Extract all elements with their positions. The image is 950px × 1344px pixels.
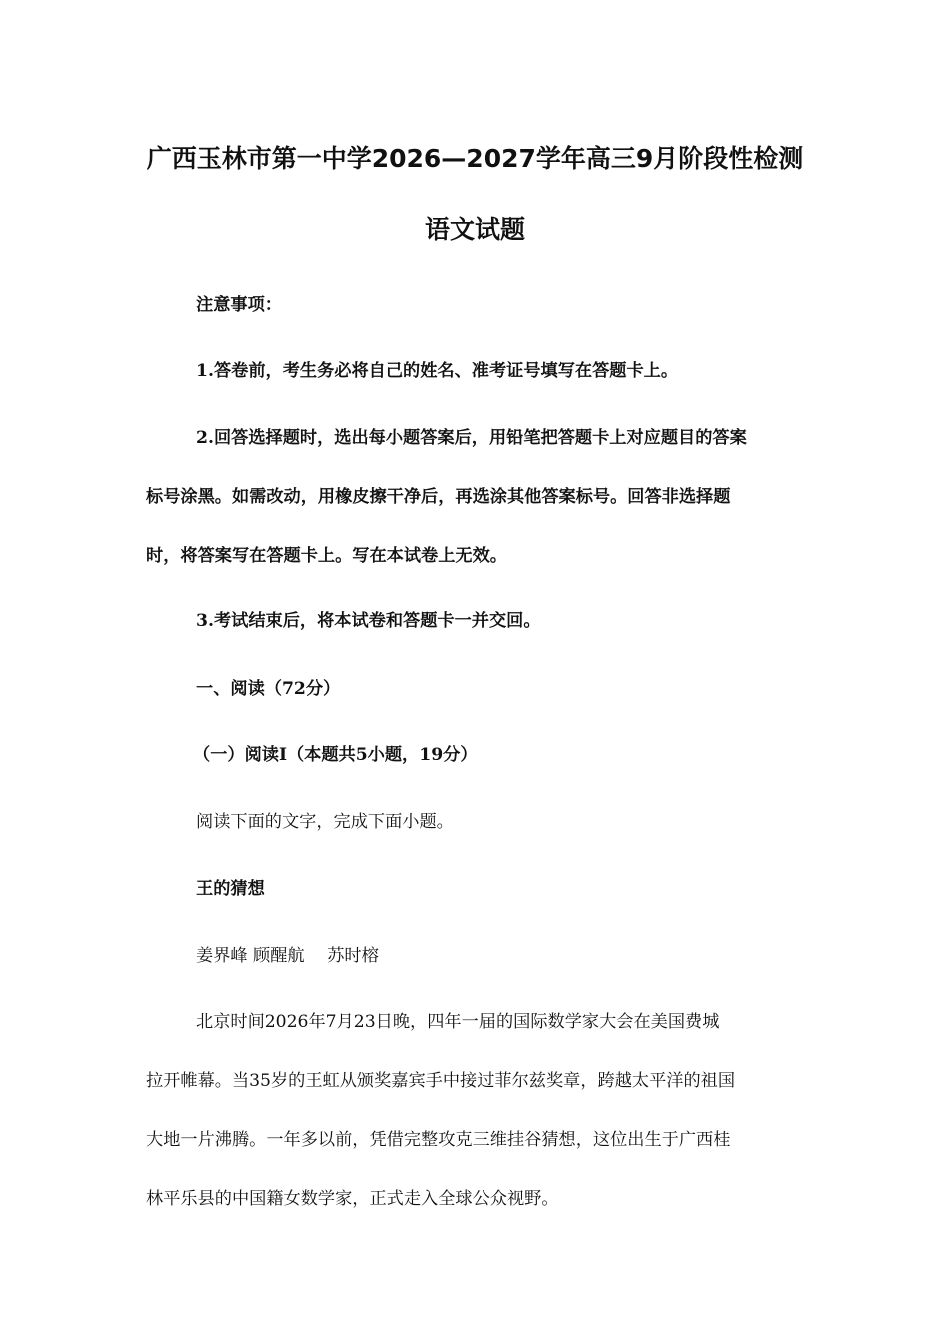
notice-item-2-line-3: 时，将答案写在答题卡上。写在本试卷上无效。 <box>146 546 507 566</box>
exam-title: 广西玉林市第一中学2026—2027学年高三9月阶段性检测 <box>146 144 804 173</box>
paragraph-line-4: 林平乐县的中国籍女数学家，正式走入全球公众视野。 <box>146 1189 559 1209</box>
exam-subject-title: 语文试题 <box>424 215 525 244</box>
notice-item-2-line-1: 2.回答选择题时，选出每小题答案后，用铅笔把答题卡上对应题目的答案 <box>196 428 747 448</box>
notice-item-1: 1.答卷前，考生务必将自己的姓名、准考证号填写在答题卡上。 <box>196 361 679 381</box>
paragraph-line-3: 大地一片沸腾。一年多以前，凭借完整攻克三维挂谷猜想，这位出生于广西桂 <box>146 1130 731 1150</box>
article-title: 王的猜想 <box>196 879 265 899</box>
notice-item-3: 3.考试结束后，将本试卷和答题卡一并交回。 <box>196 611 541 631</box>
notice-heading: 注意事项： <box>196 295 282 315</box>
paragraph-line-1: 北京时间2026年7月23日晚，四年一届的国际数学家大会在美国费城 <box>196 1012 720 1032</box>
subsection-heading: （一）阅读Ⅰ（本题共5小题，19分） <box>193 745 478 765</box>
paragraph-line-2: 拉开帷幕。当35岁的王虹从颁奖嘉宾手中接过菲尔兹奖章，跨越太平洋的祖国 <box>146 1071 736 1091</box>
reading-instruction: 阅读下面的文字，完成下面小题。 <box>196 812 454 832</box>
article-authors: 姜界峰 顾醒航 苏时榕 <box>196 946 379 966</box>
section-heading: 一、阅读（72分） <box>196 679 341 699</box>
notice-item-2-line-2: 标号涂黑。如需改动，用橡皮擦干净后，再选涂其他答案标号。回答非选择题 <box>146 487 731 507</box>
